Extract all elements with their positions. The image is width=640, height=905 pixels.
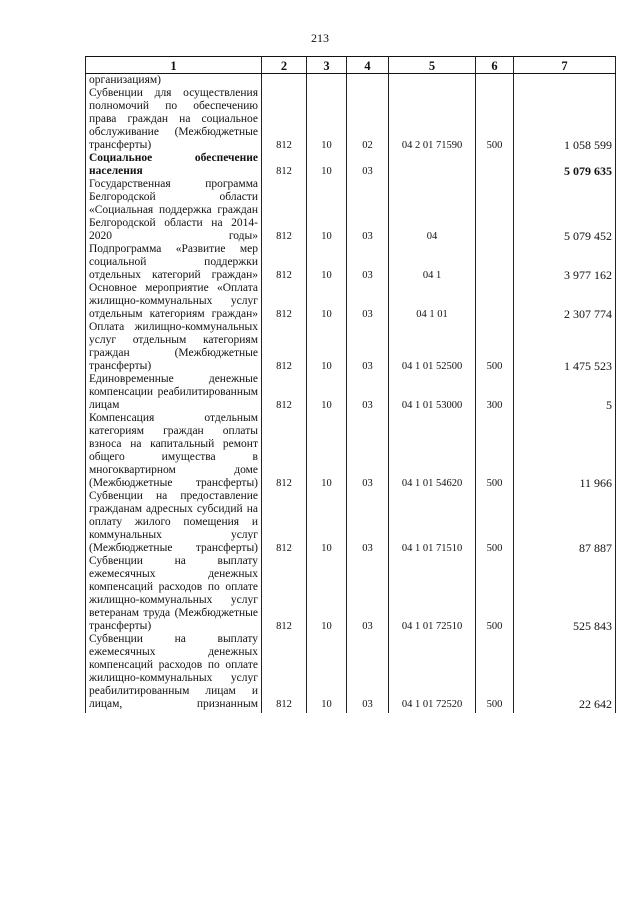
cell-sum: 2 307 774 — [514, 282, 616, 321]
cell-sum: 1 058 599 — [514, 87, 616, 152]
cell-gr: 812 — [262, 87, 307, 152]
column-header: 7 — [514, 57, 616, 74]
row-name: Компенсация отдельным категориям граждан оплаты взноса на капитальный ремонт общего имущества в многоквартирном доме (Межбюджетные трансферты) — [86, 412, 262, 490]
cell-csr — [389, 74, 476, 88]
cell-sum: 22 642 — [514, 633, 616, 713]
cell-vr: 500 — [476, 633, 514, 713]
cell-vr — [476, 178, 514, 243]
row-name: Единовременные денежные компенсации реабилитированным лицам — [86, 373, 262, 412]
cell-pr: 03 — [347, 178, 389, 243]
table-row — [86, 373, 616, 412]
column-header: 1 — [86, 57, 262, 74]
cell-sum: 5 079 452 — [514, 178, 616, 243]
cell-gr: 812 — [262, 412, 307, 490]
table-row — [86, 321, 616, 373]
cell-pr: 02 — [347, 87, 389, 152]
cell-gr: 812 — [262, 321, 307, 373]
table-row — [86, 555, 616, 633]
cell-csr: 04 2 01 71590 — [389, 87, 476, 152]
cell-vr: 500 — [476, 490, 514, 555]
row-name: организациям) — [86, 74, 262, 88]
cell-vr — [476, 243, 514, 282]
column-header: 3 — [307, 57, 347, 74]
cell-sum: 1 475 523 — [514, 321, 616, 373]
cell-rz: 10 — [307, 282, 347, 321]
cell-rz — [307, 74, 347, 88]
cell-csr: 04 1 01 52500 — [389, 321, 476, 373]
cell-csr: 04 1 01 72520 — [389, 633, 476, 713]
cell-csr: 04 1 01 72510 — [389, 555, 476, 633]
cell-gr: 812 — [262, 373, 307, 412]
cell-sum: 3 977 162 — [514, 243, 616, 282]
cell-pr: 03 — [347, 321, 389, 373]
cell-vr — [476, 74, 514, 88]
row-name: Социальное обеспечение населения — [86, 152, 262, 178]
cell-gr: 812 — [262, 178, 307, 243]
cell-pr: 03 — [347, 633, 389, 713]
cell-pr: 03 — [347, 555, 389, 633]
cell-csr: 04 1 01 — [389, 282, 476, 321]
cell-gr — [262, 74, 307, 88]
cell-pr: 03 — [347, 373, 389, 412]
cell-vr: 500 — [476, 555, 514, 633]
table-header-row — [86, 57, 616, 74]
cell-vr: 300 — [476, 373, 514, 412]
cell-gr: 812 — [262, 243, 307, 282]
cell-gr: 812 — [262, 282, 307, 321]
cell-rz: 10 — [307, 412, 347, 490]
table-row — [86, 74, 616, 88]
cell-rz: 10 — [307, 555, 347, 633]
row-name: Субвенции на предоставление гражданам адресных субсидий на оплату жилого помещения и коммунальных услуг (Межбюджетные трансферты) — [86, 490, 262, 555]
cell-vr: 500 — [476, 87, 514, 152]
cell-sum: 87 887 — [514, 490, 616, 555]
row-name: Субвенции на выплату ежемесячных денежных компенсаций расходов по оплате жилищно-коммунальных услуг реабилитированным лицам и лицам, признанным — [86, 633, 262, 713]
cell-rz: 10 — [307, 87, 347, 152]
cell-rz: 10 — [307, 373, 347, 412]
cell-vr — [476, 282, 514, 321]
row-name: Государственная программа Белгородской области «Социальная поддержка граждан Белгородской области на 2014-2020 годы» — [86, 178, 262, 243]
cell-csr: 04 1 01 71510 — [389, 490, 476, 555]
cell-pr: 03 — [347, 412, 389, 490]
cell-csr: 04 1 01 54620 — [389, 412, 476, 490]
cell-pr — [347, 74, 389, 88]
cell-gr: 812 — [262, 152, 307, 178]
cell-sum: 525 843 — [514, 555, 616, 633]
cell-rz: 10 — [307, 178, 347, 243]
cell-csr: 04 — [389, 178, 476, 243]
page-number: 213 — [311, 31, 329, 45]
cell-rz: 10 — [307, 321, 347, 373]
table-row — [86, 178, 616, 243]
cell-vr: 500 — [476, 321, 514, 373]
cell-rz: 10 — [307, 152, 347, 178]
cell-pr: 03 — [347, 282, 389, 321]
table-row — [86, 633, 616, 713]
row-name: Субвенции на выплату ежемесячных денежных компенсаций расходов по оплате жилищно-коммунальных услуг ветеранам труда (Межбюджетные трансферты) — [86, 555, 262, 633]
cell-csr: 04 1 — [389, 243, 476, 282]
table-row — [86, 282, 616, 321]
cell-gr: 812 — [262, 633, 307, 713]
table-row — [86, 152, 616, 178]
table-row — [86, 490, 616, 555]
row-name: Оплата жилищно-коммунальных услуг отдельным категориям граждан (Межбюджетные трансферты) — [86, 321, 262, 373]
cell-vr: 500 — [476, 412, 514, 490]
cell-sum — [514, 74, 616, 88]
column-header: 2 — [262, 57, 307, 74]
column-header: 4 — [347, 57, 389, 74]
table-row — [86, 412, 616, 490]
row-name: Подпрограмма «Развитие мер социальной поддержки отдельных категорий граждан» — [86, 243, 262, 282]
budget-table — [85, 56, 616, 713]
table-row — [86, 87, 616, 152]
column-header: 6 — [476, 57, 514, 74]
cell-sum: 5 079 635 — [514, 152, 616, 178]
cell-gr: 812 — [262, 490, 307, 555]
cell-gr: 812 — [262, 555, 307, 633]
cell-sum: 11 966 — [514, 412, 616, 490]
row-name: Субвенции для осуществления полномочий по обеспечению права граждан на социальное обслуживание (Межбюджетные трансферты) — [86, 87, 262, 152]
cell-sum: 5 — [514, 373, 616, 412]
cell-pr: 03 — [347, 243, 389, 282]
row-name: Основное мероприятие «Оплата жилищно-коммунальных услуг отдельным категориям граждан» — [86, 282, 262, 321]
table-row — [86, 243, 616, 282]
cell-pr: 03 — [347, 490, 389, 555]
cell-vr — [476, 152, 514, 178]
cell-csr — [389, 152, 476, 178]
cell-csr: 04 1 01 53000 — [389, 373, 476, 412]
cell-rz: 10 — [307, 490, 347, 555]
cell-pr: 03 — [347, 152, 389, 178]
cell-rz: 10 — [307, 633, 347, 713]
column-header: 5 — [389, 57, 476, 74]
cell-rz: 10 — [307, 243, 347, 282]
